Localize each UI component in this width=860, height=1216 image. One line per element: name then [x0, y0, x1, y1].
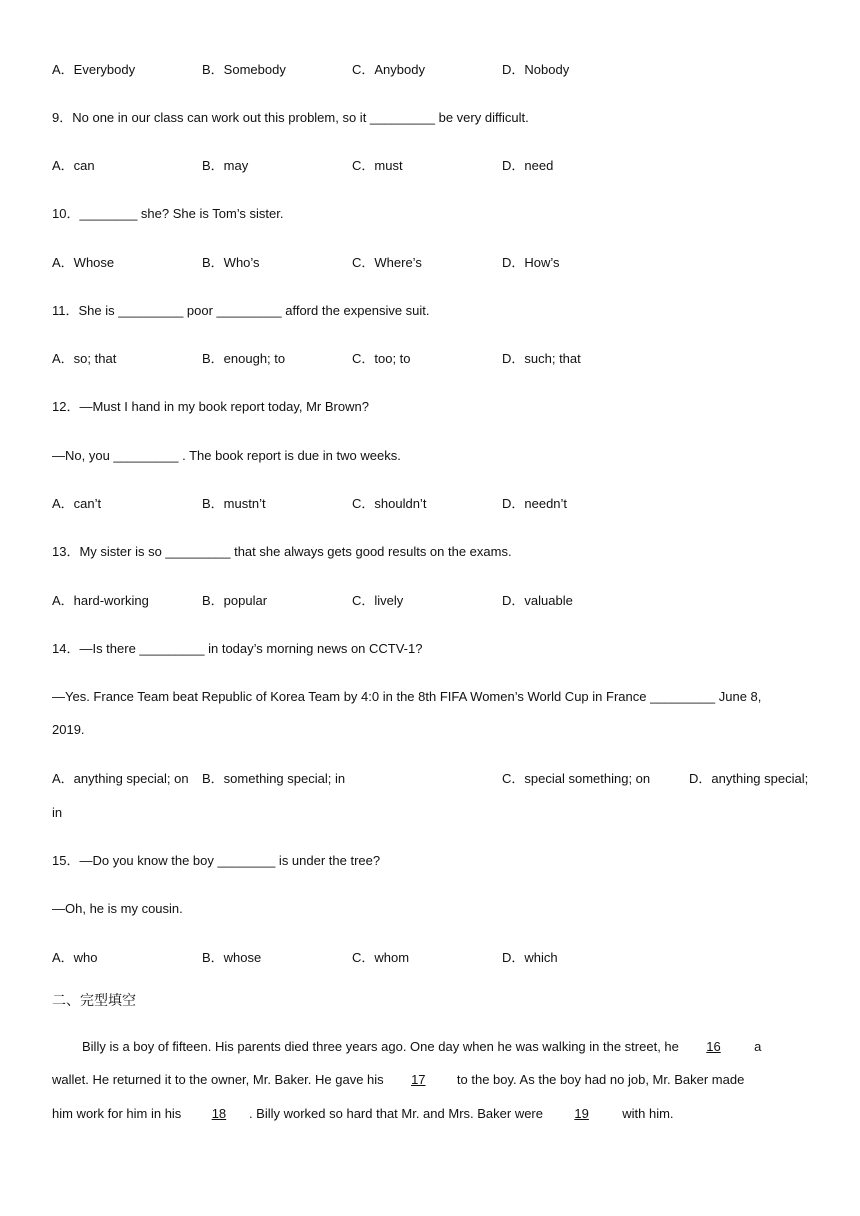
option-d[interactable]: D．How’s [502, 255, 560, 270]
option-c[interactable]: C．Anybody [352, 62, 425, 77]
option-a[interactable]: A．Everybody [52, 62, 136, 77]
blank-16[interactable]: 16 [706, 1039, 721, 1054]
passage-text: a [754, 1039, 762, 1054]
passage-text: him work for him in his [52, 1106, 182, 1121]
passage-text: with him. [622, 1106, 674, 1121]
option-a[interactable]: A．can [52, 158, 95, 173]
question-14-stem: 14．—Is there _________ in today’s morning news on CCTV-1? [52, 641, 423, 656]
question-12-stem: 12．—Must I hand in my book report today, Mr Brown? [52, 399, 369, 414]
option-b[interactable]: B．popular [202, 593, 268, 608]
passage-text: wallet. He returned it to the owner, Mr. Baker. He gave his [52, 1072, 384, 1087]
option-a[interactable]: A．who [52, 950, 98, 965]
passage-text: . Billy worked so hard that Mr. and Mrs. Baker were [248, 1106, 543, 1121]
question-14-response-cont: 2019. [52, 722, 85, 737]
option-b[interactable]: B．mustn’t [202, 496, 266, 511]
option-a[interactable]: A．so; that [52, 351, 117, 366]
option-b[interactable]: B．something special; in [202, 771, 346, 786]
option-b[interactable]: B．enough; to [202, 351, 286, 366]
passage-line-2 [52, 1071, 812, 1089]
option-c[interactable]: C．Where’s [352, 255, 422, 270]
option-c[interactable]: C．shouldn’t [352, 496, 427, 511]
option-c[interactable]: C．special something; on [502, 771, 651, 786]
question-9-stem: 9．No one in our class can work out this problem, so it _________ be very difficult. [52, 110, 529, 125]
question-11-stem: 11．She is _________ poor _________ afford the expensive suit. [52, 303, 430, 318]
option-c[interactable]: C．whom [352, 950, 410, 965]
passage-line-3 [52, 1105, 812, 1123]
question-10-stem: 10．________ she? She is Tom’s sister. [52, 206, 284, 221]
option-d[interactable]: D．anything special; [689, 771, 809, 786]
option-b[interactable]: B．may [202, 158, 249, 173]
question-15-stem: 15．—Do you know the boy ________ is under the tree? [52, 853, 381, 868]
question-15-response: —Oh, he is my cousin. [52, 901, 183, 916]
passage-line-1 [52, 1038, 812, 1056]
blank-18[interactable]: 18 [211, 1106, 227, 1121]
option-b[interactable]: B．Somebody [202, 62, 286, 77]
option-c[interactable]: C．too; to [352, 351, 411, 366]
blank-19[interactable]: 19 [574, 1106, 589, 1121]
option-c[interactable]: C．must [352, 158, 403, 173]
option-b[interactable]: B．Who’s [202, 255, 260, 270]
option-a[interactable]: A．can’t [52, 496, 102, 511]
option-a[interactable]: A．anything special; on [52, 771, 189, 786]
section-heading: 二、完型填空 [52, 993, 136, 1009]
question-13-stem: 13．My sister is so _________ that she always gets good results on the exams. [52, 544, 512, 559]
option-a[interactable]: A．Whose [52, 255, 115, 270]
option-a[interactable]: A．hard-working [52, 593, 149, 608]
passage-text: to the boy. As the boy had no job, Mr. Baker made [456, 1072, 745, 1087]
option-d[interactable]: D．valuable [502, 593, 573, 608]
option-d-wrap: in [52, 805, 63, 820]
option-d[interactable]: D．which [502, 950, 558, 965]
question-14-response: —Yes. France Team beat Republic of Korea Team by 4:0 in the 8th FIFA Women’s World Cup in France _________ June 8, [52, 689, 762, 704]
question-12-response: —No, you _________ . The book report is due in two weeks. [52, 448, 401, 463]
blank-17[interactable]: 17 [411, 1072, 426, 1087]
option-d[interactable]: D．Nobody [502, 62, 570, 77]
option-d[interactable]: D．needn’t [502, 496, 568, 511]
option-c[interactable]: C．lively [352, 593, 404, 608]
option-b[interactable]: B．whose [202, 950, 262, 965]
option-d[interactable]: D．need [502, 158, 554, 173]
passage-text: Billy is a boy of fifteen. His parents died three years ago. One day when he was walking in the street, he [82, 1039, 679, 1054]
option-d[interactable]: D．such; that [502, 351, 581, 366]
